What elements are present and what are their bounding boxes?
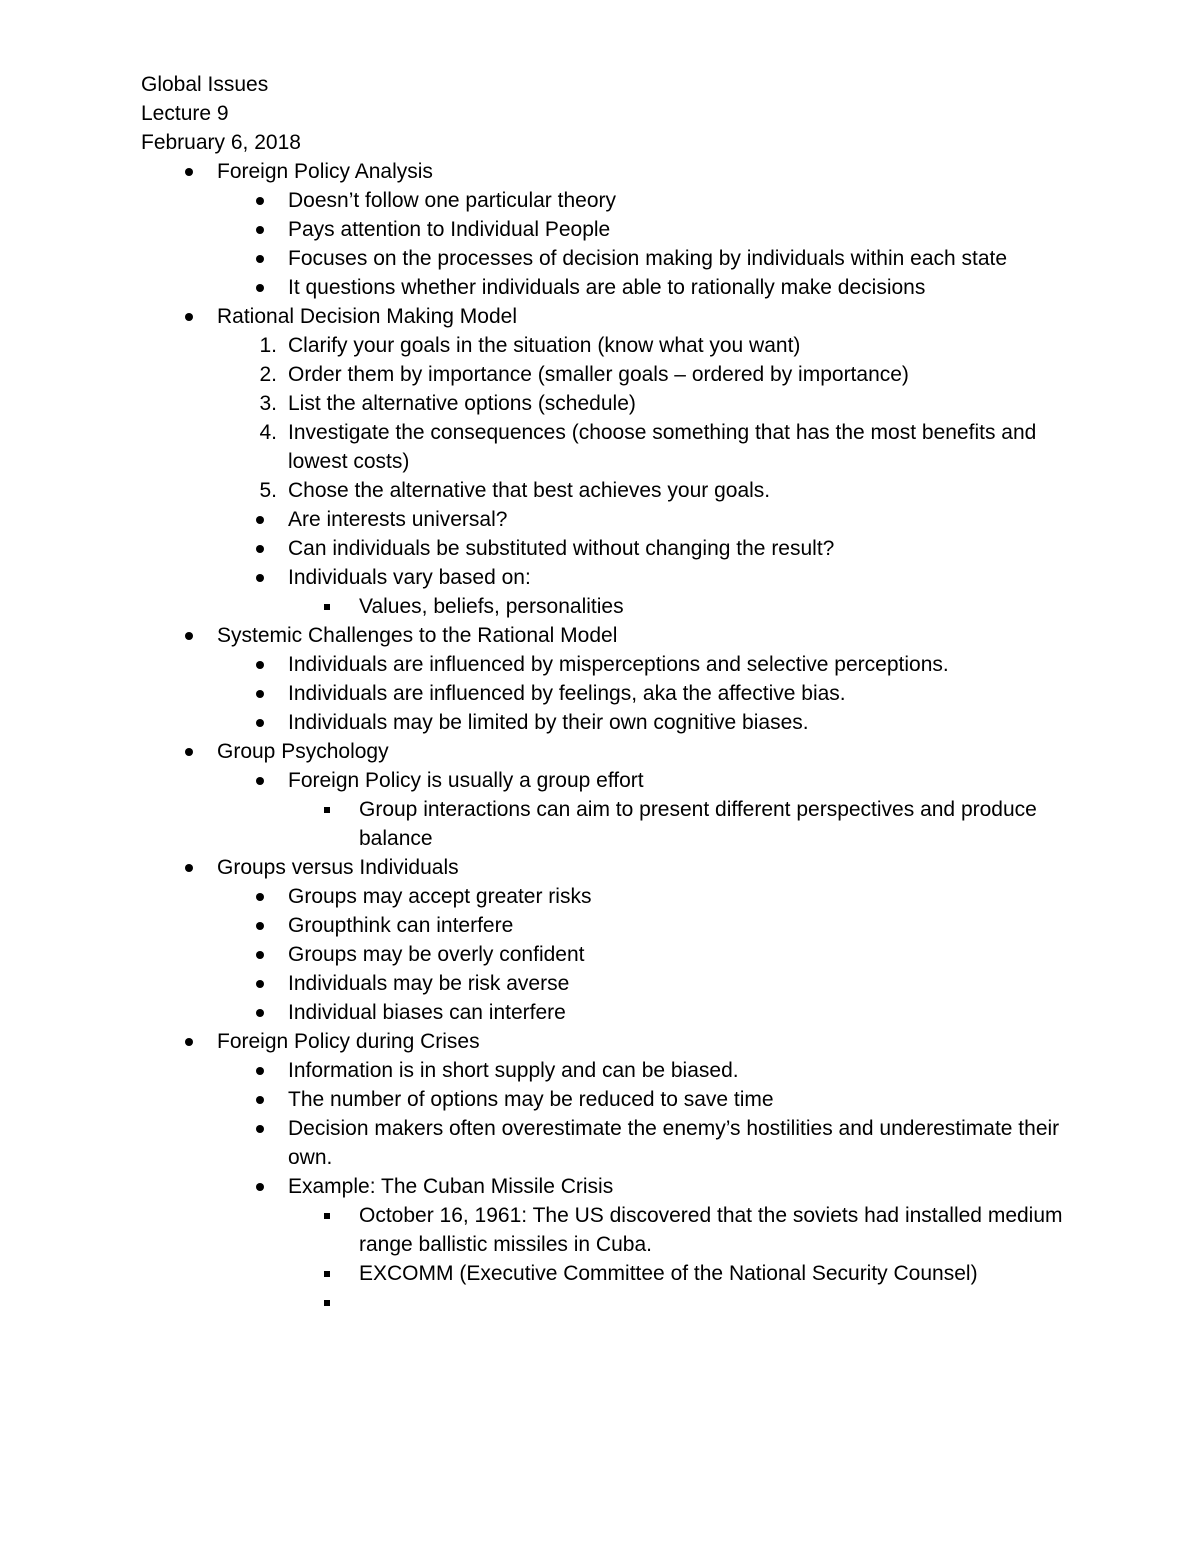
list-item: Are interests universal? bbox=[141, 505, 1101, 534]
list-item: Groups may accept greater risks bbox=[141, 882, 1101, 911]
bullet-dot-icon bbox=[256, 226, 264, 234]
bullet-dot-icon bbox=[185, 748, 193, 756]
bullet-dot-icon bbox=[256, 545, 264, 553]
lecture-number: Lecture 9 bbox=[141, 102, 229, 125]
numbered-step: 2. Order them by importance (smaller goals – ordered by importance) bbox=[259, 363, 909, 386]
list-item: Foreign Policy is usually a group effort bbox=[141, 766, 1101, 795]
bullet-dot-icon bbox=[256, 1067, 264, 1075]
list-item: Individuals are influenced by misperceptions and selective perceptions. bbox=[141, 650, 1101, 679]
bullet-dot-icon bbox=[256, 516, 264, 524]
bullet-square-icon bbox=[324, 1213, 330, 1219]
list-item: Individual biases can interfere bbox=[141, 998, 1101, 1027]
bullet-square-icon bbox=[324, 1300, 330, 1306]
bullet-square-icon bbox=[324, 604, 330, 610]
list-item: Doesn’t follow one particular theory bbox=[141, 186, 1101, 215]
bullet-dot-icon bbox=[256, 980, 264, 988]
list-item: Individuals are influenced by feelings, aka the affective bias. bbox=[141, 679, 1101, 708]
list-item: Groups may be overly confident bbox=[141, 940, 1101, 969]
list-item: Information is in short supply and can be biased. bbox=[141, 1056, 1101, 1085]
bullet-dot-icon bbox=[256, 255, 264, 263]
bullet-dot-icon bbox=[256, 574, 264, 582]
numbered-step: 4. Investigate the consequences (choose something that has the most benefits and lowest costs) bbox=[259, 421, 1037, 473]
list-item: Example: The Cuban Missile Crisis bbox=[141, 1172, 1101, 1201]
list-item: Can individuals be substituted without changing the result? bbox=[141, 534, 1101, 563]
list-item: Groupthink can interfere bbox=[141, 911, 1101, 940]
list-item: Decision makers often overestimate the enemy’s hostilities and underestimate their own. bbox=[141, 1114, 1101, 1172]
bullet-dot-icon bbox=[256, 661, 264, 669]
numbered-step: 3. List the alternative options (schedule) bbox=[259, 392, 636, 415]
list-item: Pays attention to Individual People bbox=[141, 215, 1101, 244]
bullet-dot-icon bbox=[256, 777, 264, 785]
bullet-dot-icon bbox=[256, 1096, 264, 1104]
section-heading: Foreign Policy during Crises bbox=[141, 1027, 1101, 1056]
document-body bbox=[141, 70, 1101, 1317]
bullet-square-icon bbox=[324, 1271, 330, 1277]
bullet-dot-icon bbox=[256, 284, 264, 292]
bullet-square-icon bbox=[324, 807, 330, 813]
bullet-dot-icon bbox=[185, 864, 193, 872]
bullet-dot-icon bbox=[256, 1009, 264, 1017]
numbered-step: 5. Chose the alternative that best achieves your goals. bbox=[259, 479, 771, 502]
section-heading: Group Psychology bbox=[141, 737, 1101, 766]
list-item: Focuses on the processes of decision making by individuals within each state bbox=[141, 244, 1101, 273]
bullet-dot-icon bbox=[185, 168, 193, 176]
bullet-dot-icon bbox=[256, 197, 264, 205]
bullet-dot-icon bbox=[256, 951, 264, 959]
sub-list-item bbox=[141, 1288, 1101, 1317]
lecture-date: February 6, 2018 bbox=[141, 131, 301, 154]
bullet-dot-icon bbox=[185, 632, 193, 640]
bullet-dot-icon bbox=[256, 1183, 264, 1191]
list-item: Individuals may be limited by their own cognitive biases. bbox=[141, 708, 1101, 737]
section-heading: Foreign Policy Analysis bbox=[141, 157, 1101, 186]
section-heading: Systemic Challenges to the Rational Model bbox=[141, 621, 1101, 650]
bullet-dot-icon bbox=[256, 1125, 264, 1133]
section-heading: Rational Decision Making Model bbox=[141, 302, 1101, 331]
bullet-dot-icon bbox=[256, 719, 264, 727]
bullet-dot-icon bbox=[185, 313, 193, 321]
sub-list-item: EXCOMM (Executive Committee of the National Security Counsel) bbox=[141, 1259, 1101, 1288]
bullet-dot-icon bbox=[185, 1038, 193, 1046]
bullet-dot-icon bbox=[256, 690, 264, 698]
list-item: Individuals vary based on: bbox=[141, 563, 1101, 592]
sub-list-item: October 16, 1961: The US discovered that the soviets had installed medium range ballistic missiles in Cuba. bbox=[141, 1201, 1101, 1259]
numbered-step: 1. Clarify your goals in the situation (know what you want) bbox=[259, 334, 801, 357]
list-item: It questions whether individuals are able to rationally make decisions bbox=[141, 273, 1101, 302]
section-heading: Groups versus Individuals bbox=[141, 853, 1101, 882]
list-item: The number of options may be reduced to save time bbox=[141, 1085, 1101, 1114]
sub-list-item: Values, beliefs, personalities bbox=[141, 592, 1101, 621]
bullet-dot-icon bbox=[256, 922, 264, 930]
bullet-dot-icon bbox=[256, 893, 264, 901]
sub-list-item: Group interactions can aim to present different perspectives and produce balance bbox=[141, 795, 1101, 853]
course-title: Global Issues bbox=[141, 73, 269, 96]
list-item: Individuals may be risk averse bbox=[141, 969, 1101, 998]
